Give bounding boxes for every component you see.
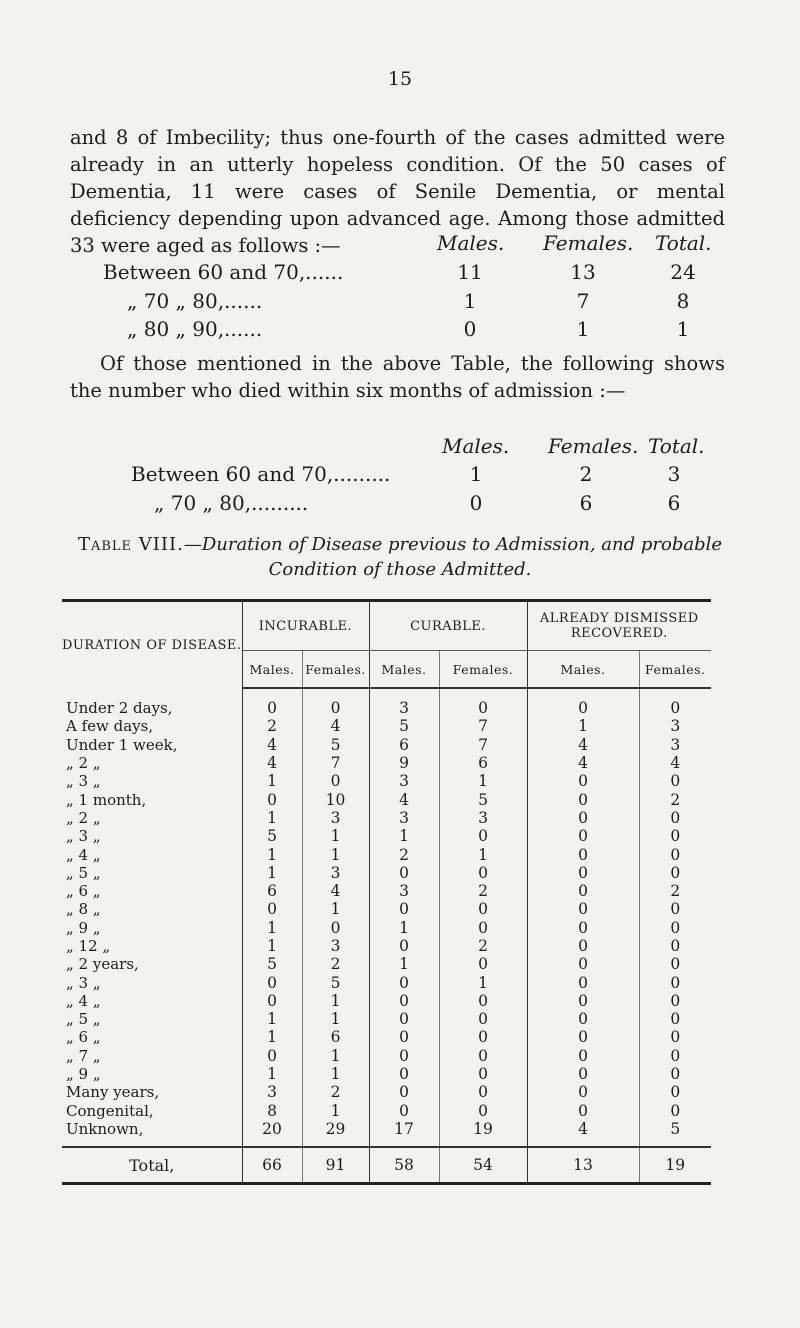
cell-value: 0	[527, 772, 639, 790]
table-row	[62, 1047, 711, 1065]
row-value: 24	[670, 260, 696, 284]
cell-value: 1	[302, 1102, 369, 1120]
table-row	[62, 845, 711, 863]
cell-value: 6	[439, 754, 527, 772]
cell-value: 0	[527, 900, 639, 918]
duration-header: DURATION OF DISEASE.	[62, 601, 242, 689]
duration-label: „ 4 „	[62, 992, 242, 1010]
cell-value: 0	[369, 1028, 439, 1046]
cell-value: 1	[527, 717, 639, 735]
cell-value: 0	[527, 882, 639, 900]
cell-value: 0	[369, 973, 439, 991]
cell-value: 1	[369, 919, 439, 937]
cell-value: 0	[527, 955, 639, 973]
cell-value: 3	[670, 717, 681, 736]
cell-value: 29	[302, 1120, 369, 1147]
duration-table	[62, 599, 711, 1185]
table-row	[62, 973, 711, 991]
cell-value: 0	[369, 1047, 439, 1065]
duration-label: „ 8 „	[62, 900, 242, 918]
duration-label: „ 1 month,	[62, 790, 242, 808]
cell-value: 0	[527, 845, 639, 863]
sub-header: Males.	[527, 651, 639, 689]
row-value: 7	[576, 289, 590, 313]
cell-value: 0	[670, 827, 681, 846]
cell-value: 2	[670, 882, 681, 901]
cell-value: 0	[439, 1102, 527, 1120]
duration-label: „ 5 „	[62, 1010, 242, 1028]
cell-value: 0	[439, 955, 527, 973]
duration-label: „ 9 „	[62, 1065, 242, 1083]
duration-label: Many years,	[62, 1083, 242, 1101]
cell-value: 0	[369, 992, 439, 1010]
table-row	[62, 919, 711, 937]
cell-value: 0	[369, 1065, 439, 1083]
header-females: Females.	[548, 434, 639, 458]
cell-value: 0	[369, 1010, 439, 1028]
table-row	[62, 937, 711, 955]
cell-value: 7	[439, 717, 527, 735]
cell-value: 17	[369, 1120, 439, 1147]
cell-value: 0	[527, 992, 639, 1010]
header-males: Males.	[442, 434, 510, 458]
cell-value: 3	[670, 735, 681, 754]
row-label: „ 70 „ 80,......	[127, 289, 263, 313]
paragraph-deaths: Of those mentioned in the above Table, the following shows the number who died within six months of admission :—	[70, 352, 725, 402]
table-row	[62, 955, 711, 973]
table-row	[62, 1010, 711, 1028]
cell-value: 0	[439, 992, 527, 1010]
duration-label: Unknown,	[62, 1120, 242, 1147]
row-label: „ 70 „ 80,.........	[154, 491, 309, 515]
cell-value: 0	[670, 1101, 681, 1120]
cell-value: 0	[670, 845, 681, 864]
cell-value: 4	[302, 717, 369, 735]
cell-value: 0	[439, 864, 527, 882]
cell-value: 0	[670, 1083, 681, 1102]
cell-value: 0	[670, 772, 681, 791]
row-value: 1	[469, 462, 483, 486]
sub-header: Females.	[302, 651, 369, 689]
total-label: Total,	[62, 1147, 242, 1184]
caption-prefix: Table VIII.	[77, 534, 184, 555]
cell-value: 0	[302, 772, 369, 790]
cell-value: 0	[670, 699, 681, 718]
cell-value: 8	[242, 1102, 302, 1120]
table-row	[62, 992, 711, 1010]
cell-value: 0	[369, 1102, 439, 1120]
cell-value: 1	[369, 955, 439, 973]
row-value: 1	[463, 289, 477, 313]
row-value: 0	[469, 491, 483, 515]
duration-label: Congenital,	[62, 1102, 242, 1120]
cell-value: 0	[670, 863, 681, 882]
table-caption	[70, 532, 730, 582]
cell-value: 5	[242, 955, 302, 973]
cell-value: 0	[670, 991, 681, 1010]
cell-value: 0	[670, 1028, 681, 1047]
cell-value: 5	[242, 827, 302, 845]
cell-value: 1	[242, 864, 302, 882]
duration-label: „ 3 „	[62, 827, 242, 845]
row-label: Between 60 and 70,......	[103, 260, 344, 284]
cell-value: 2	[439, 937, 527, 955]
cell-value: 1	[242, 845, 302, 863]
cell-value: 1	[369, 827, 439, 845]
cell-value: 0	[527, 1065, 639, 1083]
duration-label: „ 6 „	[62, 882, 242, 900]
duration-label: „ 7 „	[62, 1047, 242, 1065]
row-value: 0	[463, 317, 477, 341]
cell-value: 0	[242, 992, 302, 1010]
cell-value: 1	[242, 919, 302, 937]
cell-value: 0	[670, 900, 681, 919]
row-value: 6	[667, 491, 681, 515]
cell-value: 2	[670, 790, 681, 809]
cell-value: 0	[670, 1010, 681, 1029]
table-row	[62, 736, 711, 754]
cell-value: 3	[302, 864, 369, 882]
row-label: Between 60 and 70,.........	[131, 462, 391, 486]
total-value: 54	[439, 1147, 527, 1184]
cell-value: 3	[242, 1083, 302, 1101]
total-value: 58	[369, 1147, 439, 1184]
cell-value: 5	[302, 736, 369, 754]
table-row	[62, 1083, 711, 1101]
table-row	[62, 688, 711, 717]
duration-label: Under 1 week,	[62, 736, 242, 754]
cell-value: 0	[527, 1083, 639, 1101]
cell-value: 7	[302, 754, 369, 772]
cell-value: 4	[369, 790, 439, 808]
cell-value: 1	[302, 1065, 369, 1083]
header-females: Females.	[543, 231, 634, 255]
cell-value: 5	[670, 1119, 681, 1138]
paragraph-intro: and 8 of Imbecility; thus one-fourth of the cases admitted were already in an utterly hopeless condition. Of the 50 cases of Dementia, 11 were cases of Senile Dementia, or mental deficiency depending upon advanced age. Among those admitted 33 were aged as follows :—	[70, 126, 725, 257]
cell-value: 2	[439, 882, 527, 900]
cell-value: 6	[302, 1028, 369, 1046]
cell-value: 1	[302, 992, 369, 1010]
cell-value: 0	[527, 688, 639, 717]
duration-label: „ 3 „	[62, 973, 242, 991]
cell-value: 0	[670, 1065, 681, 1084]
cell-value: 0	[439, 1010, 527, 1028]
caption-title: —Duration of Disease previous to Admission, and probable Condition of those Admitted.	[183, 534, 723, 580]
row-value: 11	[457, 260, 483, 284]
cell-value: 4	[242, 754, 302, 772]
cell-value: 0	[439, 1028, 527, 1046]
cell-value: 1	[242, 1010, 302, 1028]
cell-value: 0	[527, 790, 639, 808]
total-row	[62, 1147, 711, 1184]
cell-value: 7	[439, 736, 527, 754]
cell-value: 4	[527, 754, 639, 772]
cell-value: 0	[670, 955, 681, 974]
table-row	[62, 772, 711, 790]
row-value: 3	[667, 462, 681, 486]
cell-value: 0	[527, 827, 639, 845]
duration-label: „ 5 „	[62, 864, 242, 882]
row-value: 8	[676, 289, 690, 313]
cell-value: 0	[527, 937, 639, 955]
table-row	[62, 717, 711, 735]
row-value: 6	[579, 491, 593, 515]
cell-value: 9	[369, 754, 439, 772]
cell-value: 2	[302, 955, 369, 973]
cell-value: 0	[242, 1047, 302, 1065]
cell-value: 0	[527, 1010, 639, 1028]
total-value: 19	[639, 1147, 711, 1184]
cell-value: 1	[439, 845, 527, 863]
cell-value: 1	[302, 1047, 369, 1065]
cell-value: 4	[527, 736, 639, 754]
sub-header: Males.	[242, 651, 302, 689]
duration-label: „ 9 „	[62, 919, 242, 937]
cell-value: 0	[439, 919, 527, 937]
cell-value: 1	[242, 1028, 302, 1046]
cell-value: 1	[302, 845, 369, 863]
row-label: „ 80 „ 90,......	[127, 317, 263, 341]
cell-value: 1	[302, 900, 369, 918]
cell-value: 0	[527, 864, 639, 882]
duration-label: „ 4 „	[62, 845, 242, 863]
header-total: Total.	[655, 231, 712, 255]
cell-value: 20	[242, 1120, 302, 1147]
cell-value: 1	[439, 973, 527, 991]
cell-value: 5	[302, 973, 369, 991]
header-males: Males.	[437, 231, 505, 255]
cell-value: 0	[527, 1102, 639, 1120]
cell-value: 0	[242, 900, 302, 918]
cell-value: 1	[242, 772, 302, 790]
cell-value: 3	[369, 772, 439, 790]
cell-value: 4	[527, 1120, 639, 1147]
duration-label: „ 12 „	[62, 937, 242, 955]
cell-value: 1	[302, 827, 369, 845]
row-value: 1	[676, 317, 690, 341]
cell-value: 3	[369, 882, 439, 900]
cell-value: 6	[369, 736, 439, 754]
cell-value: 1	[242, 809, 302, 827]
row-value: 13	[570, 260, 596, 284]
cell-value: 0	[439, 1047, 527, 1065]
cell-value: 0	[439, 827, 527, 845]
cell-value: 0	[302, 919, 369, 937]
row-value: 1	[576, 317, 590, 341]
cell-value: 0	[439, 1083, 527, 1101]
table-row	[62, 900, 711, 918]
cell-value: 0	[527, 1047, 639, 1065]
cell-value: 0	[670, 918, 681, 937]
header-total: Total.	[648, 434, 705, 458]
cell-value: 0	[439, 688, 527, 717]
cell-value: 0	[527, 919, 639, 937]
cell-value: 0	[527, 973, 639, 991]
duration-label: „ 3 „	[62, 772, 242, 790]
group-incurable: INCURABLE.	[242, 601, 369, 651]
duration-label: „ 2 „	[62, 809, 242, 827]
cell-value: 0	[527, 809, 639, 827]
cell-value: 3	[369, 688, 439, 717]
cell-value: 2	[369, 845, 439, 863]
cell-value: 0	[439, 900, 527, 918]
cell-value: 5	[439, 790, 527, 808]
cell-value: 4	[302, 882, 369, 900]
cell-value: 0	[302, 688, 369, 717]
table-row	[62, 809, 711, 827]
cell-value: 5	[369, 717, 439, 735]
cell-value: 4	[670, 754, 681, 773]
table-row	[62, 1120, 711, 1147]
cell-value: 1	[439, 772, 527, 790]
cell-value: 0	[369, 900, 439, 918]
cell-value: 0	[670, 973, 681, 992]
cell-value: 0	[369, 1083, 439, 1101]
table-row	[62, 882, 711, 900]
duration-label: Under 2 days,	[62, 688, 242, 717]
cell-value: 2	[242, 717, 302, 735]
cell-value: 0	[670, 1046, 681, 1065]
cell-value: 0	[527, 1028, 639, 1046]
cell-value: 0	[369, 864, 439, 882]
cell-value: 4	[242, 736, 302, 754]
cell-value: 19	[439, 1120, 527, 1147]
page-number: 15	[387, 68, 413, 90]
cell-value: 0	[670, 937, 681, 955]
sub-header: Females.	[439, 651, 527, 689]
cell-value: 0	[242, 790, 302, 808]
cell-value: 0	[242, 688, 302, 717]
duration-label: „ 6 „	[62, 1028, 242, 1046]
group-curable: CURABLE.	[369, 601, 527, 651]
table-row	[62, 1102, 711, 1120]
duration-label: „ 2 „	[62, 754, 242, 772]
cell-value: 1	[242, 937, 302, 955]
cell-value: 1	[242, 1065, 302, 1083]
table-row	[62, 1065, 711, 1083]
group-dismissed-recovered: ALREADY DISMISSED RECOVERED.	[527, 601, 711, 651]
table-row	[62, 790, 711, 808]
cell-value: 3	[439, 809, 527, 827]
table-row	[62, 827, 711, 845]
cell-value: 3	[369, 809, 439, 827]
cell-value: 0	[439, 1065, 527, 1083]
cell-value: 0	[369, 937, 439, 955]
cell-value: 3	[302, 809, 369, 827]
duration-label: A few days,	[62, 717, 242, 735]
table-row	[62, 1028, 711, 1046]
cell-value: 0	[242, 973, 302, 991]
total-value: 91	[302, 1147, 369, 1184]
cell-value: 10	[302, 790, 369, 808]
cell-value: 3	[302, 937, 369, 955]
sub-header: Females.	[639, 651, 711, 689]
duration-label: „ 2 years,	[62, 955, 242, 973]
sub-header: Males.	[369, 651, 439, 689]
cell-value: 0	[670, 808, 681, 827]
cell-value: 1	[302, 1010, 369, 1028]
row-value: 2	[579, 462, 593, 486]
total-value: 13	[527, 1147, 639, 1184]
cell-value: 6	[242, 882, 302, 900]
table-row	[62, 754, 711, 772]
table-row	[62, 864, 711, 882]
cell-value: 2	[302, 1083, 369, 1101]
total-value: 66	[242, 1147, 302, 1184]
